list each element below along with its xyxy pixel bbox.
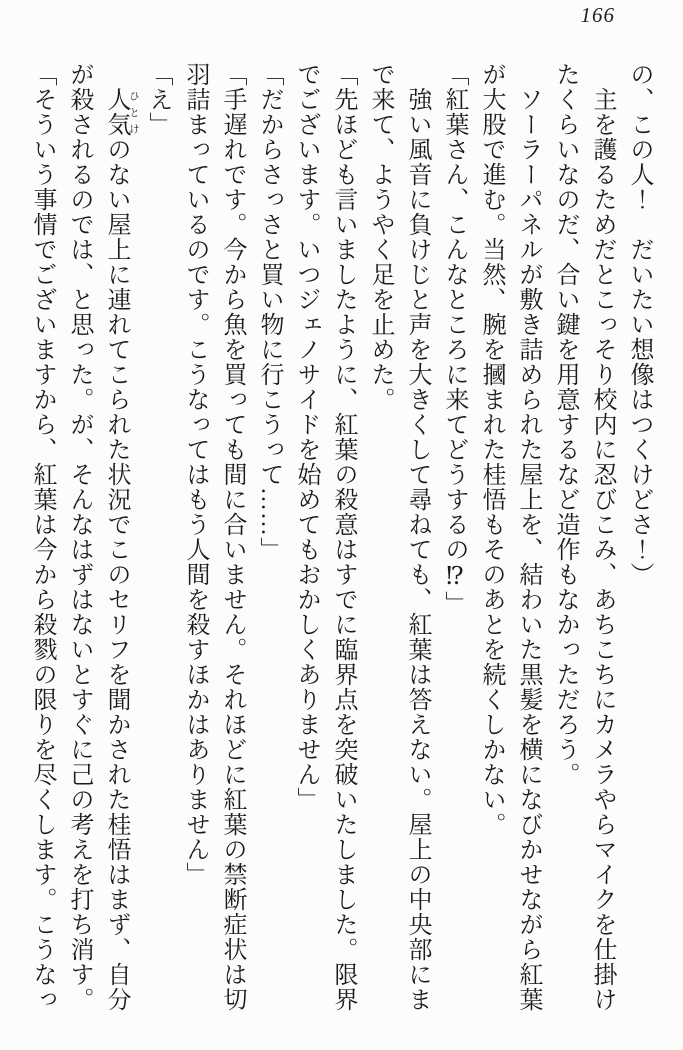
ruby-furigana: ひとけ	[128, 87, 139, 137]
text-column: 「紅葉さん、こんなところに来てどうするの⁉」	[441, 62, 467, 616]
text-column: 羽詰まっているのです。こうなってはもう人間を殺すほかはありません」	[182, 62, 208, 887]
text-column: の、この人！ だいたい想像はつくけどさ！）	[626, 62, 652, 587]
text-column: が殺されるのでは、と思った。が、そんなはずはないとすぐに己の考えを打ち消す。	[66, 62, 92, 1012]
text-column: 「え」	[145, 62, 171, 137]
text-column: 「先ほども言いましたように、紅葉の殺意はすでに臨界点を突破いたしました。限界	[330, 62, 356, 1012]
page-number: 166	[580, 3, 615, 27]
text-block	[23, 62, 657, 1014]
text-column: でございます。いつジェノサイドを始めてもおかしくありません」	[293, 62, 319, 812]
ruby-word	[103, 87, 139, 137]
column-text: のない屋上に連れてこられた状況でこのセリフを聞かされた桂悟はまず、自分	[103, 137, 129, 1012]
text-column: 「だからさっさと買い物に行こうって……」	[256, 62, 282, 562]
text-column: 「そういう事情でございますから、紅葉は今から殺戮の限りを尽くします。こうなっ	[29, 62, 55, 1012]
text-column: が大股で進む。当然、腕を摑まれた桂悟もそのあとを続くしかない。	[478, 62, 504, 837]
text-column	[97, 62, 139, 1014]
text-column: たくらいなのだ、合い鍵を用意するなど造作もなかっただろう。	[552, 62, 578, 787]
text-column: ソーラーパネルが敷き詰められた屋上を、結わいた黒髪を横になびかせながら紅葉	[515, 87, 541, 1012]
text-column: で来て、ようやく足を止めた。	[367, 62, 393, 412]
ruby-base: 人気	[103, 87, 129, 137]
text-column: 主を護るためだとこっそり校内に忍びこみ、あちこちにカメラやらマイクを仕掛け	[589, 87, 615, 1012]
text-column: 「手遅れです。今から魚を買っても間に合いません。それほどに紅葉の禁断症状は切	[219, 62, 245, 1012]
text-column: 強い風音に負けじと声を大きくして尋ねても、紅葉は答えない。屋上の中央部にま	[404, 87, 430, 1012]
